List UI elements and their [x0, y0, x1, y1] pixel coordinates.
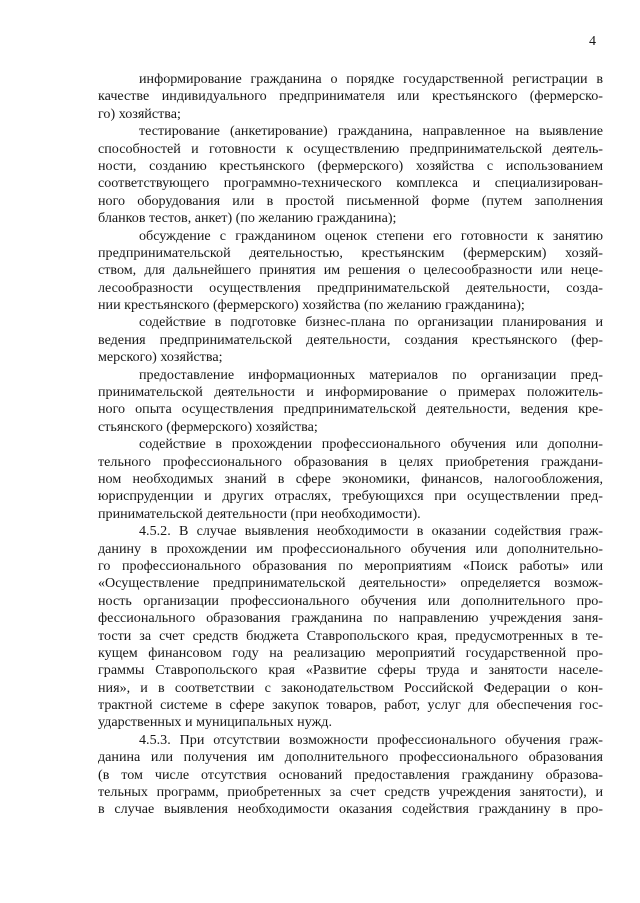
- text-line: ния», и в соответствии с законодательством Российской Федерации о кон-: [98, 679, 603, 696]
- text-line: ного опыта осуществления предпринимательской деятельности, ведения кре-: [98, 401, 603, 418]
- page-number: 4: [589, 34, 596, 49]
- text-line: стьянского (фермерского) хозяйства;: [98, 418, 318, 435]
- text-line: го) хозяйства;: [98, 105, 181, 122]
- text-line: кущем финансовом году на реализацию мероприятий государственной про-: [98, 644, 603, 661]
- text-line: трактной системе в сфере закупок товаров, работ, услуг для обеспечения гос-: [98, 697, 603, 714]
- text-line: тельного профессионального образования в целях приобретения граждани-: [98, 453, 603, 470]
- text-line: данина или получения им дополнительного профессионального образования: [98, 749, 603, 766]
- text-line: 4.5.2. В случае выявления необходимости в оказании содействия граж-: [139, 523, 603, 540]
- text-line: соответствующего программно-технического комплекса и специализирован-: [98, 175, 603, 192]
- text-line: предпринимательской деятельностью, крестьянским (фермерским) хозяй-: [98, 244, 603, 261]
- text-line: ность организации профессионального обучения или дополнительного про-: [98, 592, 603, 609]
- text-line: предоставление информационных материалов по организации пред-: [139, 366, 603, 383]
- text-line: ном необходимых знаний в сфере экономики, финансов, налогообложения,: [98, 470, 603, 487]
- text-line: фессионального образования гражданина по направлению учреждения заня-: [98, 610, 603, 627]
- text-line: ности, созданию крестьянского (фермерского) хозяйства с использованием: [98, 157, 603, 174]
- text-line: способностей и готовности к осуществлению предпринимательской деятель-: [98, 140, 603, 157]
- text-line: тестирование (анкетирование) гражданина, направленное на выявление: [139, 123, 603, 140]
- text-line: тости за счет средств бюджета Ставропольского края, предусмотренных в те-: [98, 627, 603, 644]
- text-line: ударственных и муниципальных нужд.: [98, 714, 332, 731]
- text-line: 4.5.3. При отсутствии возможности профессионального обучения граж-: [139, 731, 603, 748]
- text-line: нии крестьянского (фермерского) хозяйства (по желанию гражданина);: [98, 297, 525, 314]
- text-line: содействие в подготовке бизнес-плана по организации планирования и: [139, 314, 603, 331]
- text-line: содействие в прохождении профессионального обучения или дополни-: [139, 436, 603, 453]
- text-line: данину в прохождении им профессионального обучения или дополнительно-: [98, 540, 603, 557]
- text-line: ного оборудования или в простой письменной форме (путем заполнения: [98, 192, 603, 209]
- text-line: го профессионального образования по мероприятиям «Поиск работы» или: [98, 557, 603, 574]
- text-line: бланков тестов, анкет) (по желанию гражданина);: [98, 210, 397, 227]
- text-line: ведения предпринимательской деятельности, создания крестьянского (фер-: [98, 331, 603, 348]
- text-line: лесообразности осуществления предпринимательской деятельности, созда-: [98, 279, 603, 296]
- text-line: качестве индивидуального предпринимателя или крестьянского (фермерско-: [98, 88, 603, 105]
- text-line: принимательской деятельности (при необходимости).: [98, 505, 421, 522]
- text-line: тельных программ, приобретенных за счет средств учреждения занятости), и: [98, 784, 603, 801]
- text-line: граммы Ставропольского края «Развитие сферы труда и занятости населе-: [98, 662, 603, 679]
- text-line: в случае выявления необходимости оказания содействия гражданину в про-: [98, 801, 603, 818]
- text-line: мерского) хозяйства;: [98, 349, 223, 366]
- text-line: информирование гражданина о порядке государственной регистрации в: [139, 71, 603, 87]
- body-text: [98, 71, 603, 819]
- text-line: обсуждение с гражданином оценок степени его готовности к занятию: [139, 227, 603, 244]
- text-line: (в том числе отсутствия оснований предоставления гражданину образова-: [98, 766, 603, 783]
- text-line: юриспруденции и других отраслях, требующихся при осуществлении пред-: [98, 488, 603, 505]
- text-line: принимательской деятельности и информирование о примерах положитель-: [98, 384, 603, 401]
- text-line: «Осуществление предпринимательской деятельности» определяется возмож-: [98, 575, 603, 592]
- text-line: ством, для дальнейшего принятия им решения о целесообразности или неце-: [98, 262, 603, 279]
